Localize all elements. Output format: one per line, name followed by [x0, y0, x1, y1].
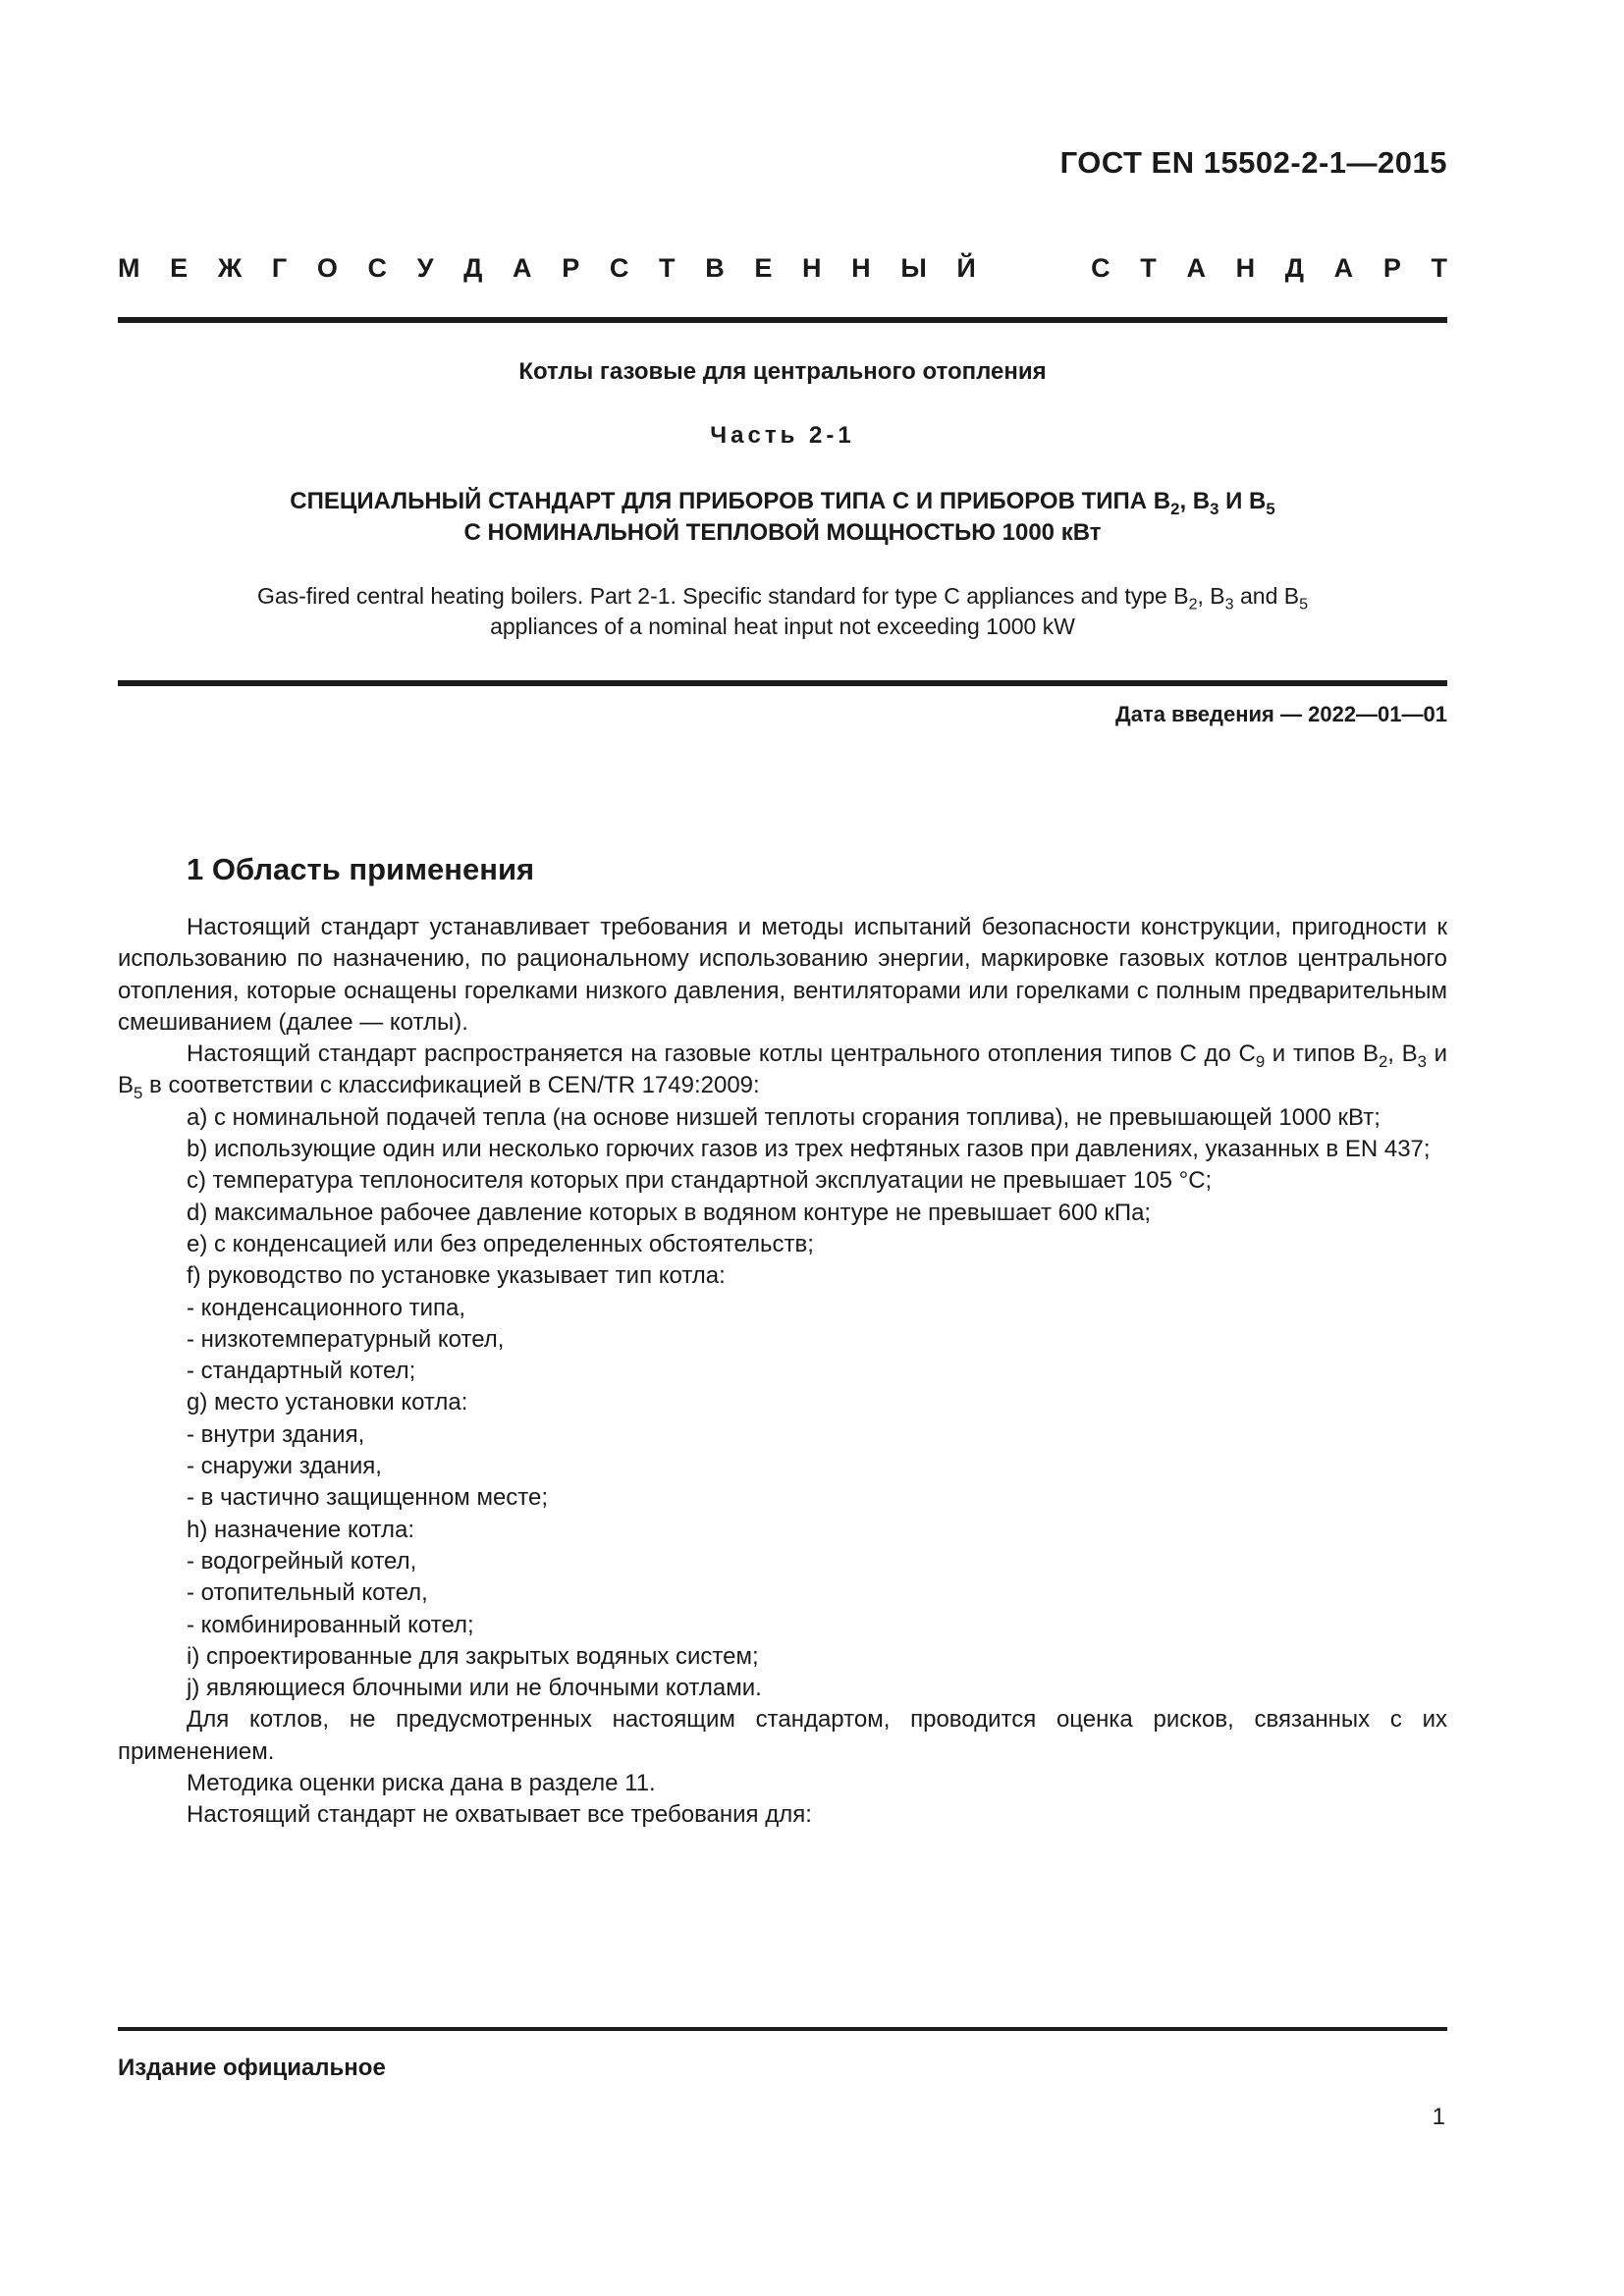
list-item: - снаружи здания,: [187, 1453, 382, 1480]
english-title: [118, 581, 1447, 642]
banner-letter: Й: [956, 253, 976, 283]
document-subject: Котлы газовые для центрального отопления: [518, 358, 1047, 385]
paragraph-exclusions: Настоящий стандарт не охватывает все требования для:: [187, 1801, 812, 1829]
banner-letter: Т: [659, 253, 676, 283]
banner-letter: О: [316, 253, 338, 283]
list-item: - внутри здания,: [187, 1420, 365, 1448]
list-item: h) назначение котла:: [187, 1516, 415, 1543]
section-body: [118, 912, 1447, 1832]
banner-letter: А: [1186, 253, 1206, 283]
banner-letter: Р: [562, 253, 580, 283]
banner-letter: С: [367, 253, 388, 283]
banner-letter: Н: [802, 253, 822, 283]
list-item: - комбинированный котел;: [187, 1611, 474, 1638]
list-item: j) являющиеся блочными или не блочными котлами.: [187, 1675, 762, 1702]
page-number: 1: [1432, 2104, 1445, 2130]
banner-letter: С: [1091, 253, 1110, 283]
top-divider: [118, 317, 1447, 323]
list-item: b) использующие один или несколько горючих газов из трех нефтяных газов при давлениях, указанных в EN 437;: [187, 1136, 1431, 1163]
paragraph-method: Методика оценки риска дана в разделе 11.: [187, 1770, 656, 1797]
paragraph-scope: Настоящий стандарт устанавливает требования и методы испытаний безопасности конструкции, пригодности к использованию по назначению, по рациональному использованию энергии, маркировке газовых котлов центрального отопления, которые оснащены горелками низкого давления, вентиляторами или горелками с полным предварительным смешиванием (далее — котлы).: [118, 914, 1447, 1036]
banner-letter: Е: [754, 253, 773, 283]
list-item: - отопительный котел,: [187, 1579, 428, 1607]
footer-divider: [118, 2027, 1447, 2031]
english-title-line-1: Gas-fired central heating boilers. Part 2-1. Specific standard for type C appliances and type $B_2$, $B_3$ and $B_5$: [256, 583, 1309, 614]
list-item: - в частично защищенном месте;: [187, 1484, 549, 1512]
list-item: c) температура теплоносителя которых при стандартной эксплуатации не превышает 105 °С;: [187, 1167, 1213, 1195]
section-heading: 1 Область применения: [187, 852, 535, 886]
banner-letter: Р: [1382, 253, 1401, 283]
banner-letter: Ж: [217, 253, 243, 283]
banner-letter: Е: [170, 253, 189, 283]
banner-letter: Н: [1235, 253, 1256, 283]
banner-letter: С: [609, 253, 629, 283]
list-item: f) руководство по установке указывает тип котла:: [187, 1262, 726, 1290]
interstate-standard-banner: [118, 253, 1447, 284]
list-item: - конденсационного типа,: [187, 1294, 465, 1321]
banner-letter: Н: [851, 253, 871, 283]
list-item: - низкотемпературный котел,: [187, 1325, 505, 1353]
english-title-line-2: appliances of a nominal heat input not exceeding 1000 kW: [490, 614, 1075, 639]
official-edition-label: Издание официальное: [118, 2055, 386, 2081]
banner-letter: Д: [1284, 253, 1305, 283]
list-item: d) максимальное рабочее давление которых в водяном контуре не превышает 600 кПа;: [187, 1199, 1152, 1226]
banner-letter: Т: [1140, 253, 1157, 283]
russian-title-line-2: С НОМИНАЛЬНОЙ ТЕПЛОВОЙ МОЩНОСТЬЮ 1000 кВт: [463, 519, 1102, 546]
banner-letter: А: [513, 253, 532, 283]
banner-letter: Ы: [900, 253, 927, 283]
banner-letter: Д: [463, 253, 483, 283]
paragraph-risk: Для котлов, не предусмотренных настоящим стандартом, проводится оценка рисков, связанных с их применением.: [118, 1706, 1447, 1765]
list-item: e) с конденсацией или без определенных обстоятельств;: [187, 1230, 814, 1257]
document-part: Часть 2-1: [710, 422, 855, 449]
paragraph-types: Настоящий стандарт распространяется на газовые котлы центрального отопления типов С до $С_9$ и типов $B_2$, $B_3$ и $B_5$ в соответствии с классификацией в CEN/TR 1749:2009:: [118, 1041, 1447, 1103]
list-item: - стандартный котел;: [187, 1358, 416, 1385]
banner-letter: Г: [271, 253, 288, 283]
banner-letter: А: [1333, 253, 1354, 283]
banner-word-gap: [1005, 253, 1060, 284]
title-divider: [118, 680, 1447, 686]
russian-title-line-1: СПЕЦИАЛЬНЫЙ СТАНДАРТ ДЛЯ ПРИБОРОВ ТИПА C И ПРИБОРОВ ТИПА $B_2$, $B_3$ И $B_5$: [290, 488, 1275, 518]
banner-letter: В: [705, 253, 725, 283]
list-item: - водогрейный котел,: [187, 1547, 417, 1575]
banner-letter: У: [416, 253, 434, 283]
document-code: ГОСТ EN 15502-2-1—2015: [1059, 145, 1447, 180]
list-item: g) место установки котла:: [187, 1389, 468, 1416]
russian-title: [118, 486, 1447, 549]
list-item: a) с номинальной подачей тепла (на основе низшей теплоты сгорания топлива), не превышающей 1000 кВт;: [187, 1103, 1380, 1131]
banner-letter: М: [118, 253, 140, 283]
banner-letter: Т: [1431, 253, 1447, 283]
list-item: i) спроектированные для закрытых водяных систем;: [187, 1642, 759, 1670]
introduction-date: Дата введения — 2022—01—01: [1115, 702, 1447, 726]
